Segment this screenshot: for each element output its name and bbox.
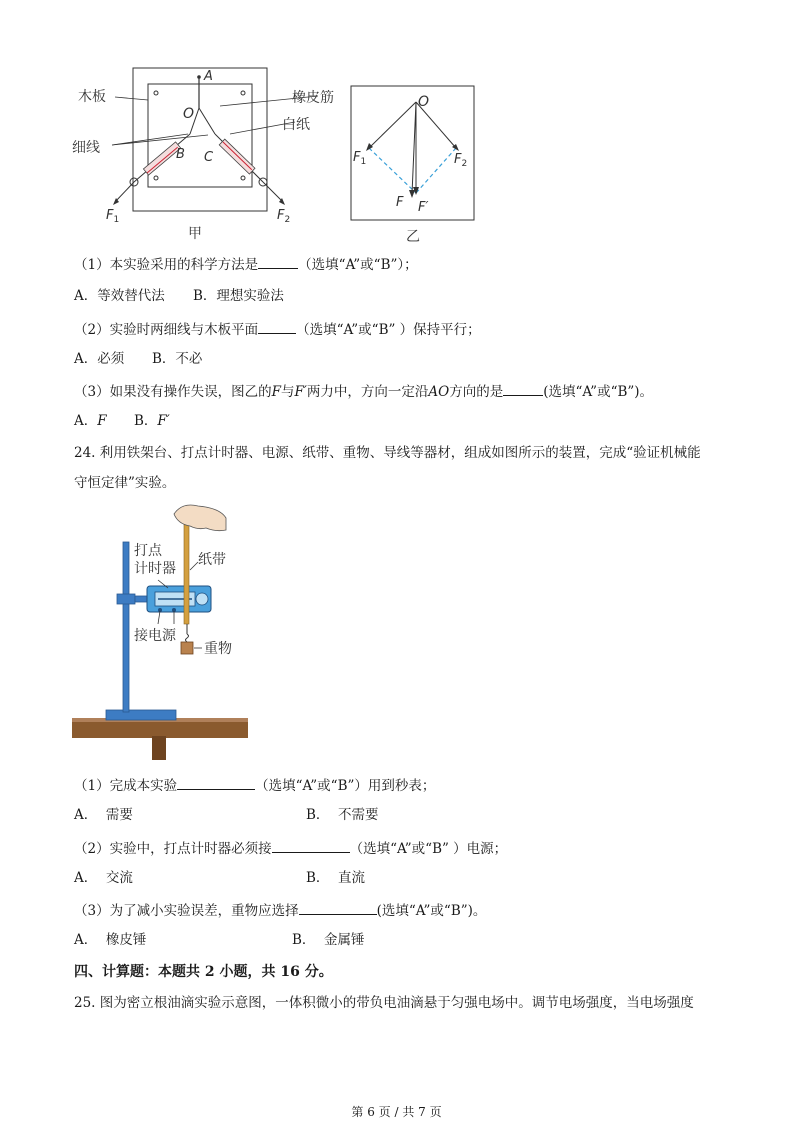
label-board: 木板 — [78, 89, 106, 105]
yi-force-f1-label: $F_1$ — [353, 150, 367, 167]
q23-s3-option-b-label: B． — [134, 413, 158, 429]
q23-s1-option-b[interactable]: B．理想实验法 — [193, 288, 284, 304]
q24-s2-option-b[interactable] — [306, 869, 365, 887]
q24-s2 — [74, 838, 507, 858]
label-rubber: 橡皮筋 — [292, 90, 334, 106]
yi-point-o-label: O — [418, 94, 430, 110]
q23-s2-prefix: （2）实验时两细线与木板平面 — [74, 322, 259, 338]
point-a-label: A — [204, 69, 213, 84]
q23-s3-fprime: F′ — [294, 384, 307, 400]
q24-s3-option-b-label: B． — [292, 932, 316, 948]
q23-s3-blank[interactable] — [503, 381, 543, 396]
q23-s3 — [74, 381, 653, 401]
label-tape: 纸带 — [198, 552, 226, 568]
q25-stem-line-1: 25. 图为密立根油滴实验示意图，一体积微小的带负电油滴悬于匀强电场中。调节电场强度，当电场强度 — [74, 995, 694, 1011]
q23-s1-prefix: （1）本实验采用的科学方法是 — [74, 257, 259, 273]
q23-s2 — [74, 319, 481, 339]
weight — [181, 642, 193, 654]
q24-s1-option-a-label: A． — [74, 807, 98, 823]
q23-s3-text-1: （3）如果没有操作失误，图乙的 — [74, 384, 272, 400]
q24-s2-option-b-value: 直流 — [338, 870, 366, 886]
yi-force-f-label: F — [396, 195, 404, 210]
q24-s2-option-a-label: A． — [74, 870, 98, 886]
q24-s3-option-b[interactable] — [292, 931, 365, 949]
stand-base — [106, 710, 176, 720]
figure-jia — [70, 62, 360, 244]
point-c-label: C — [204, 150, 214, 165]
section-4-title: 四、计算题：本题共 2 小题，共 16 分。 — [74, 964, 333, 980]
paper-tape — [184, 512, 189, 624]
q24-s3 — [74, 900, 486, 920]
stand-rod — [123, 542, 129, 712]
force-f1-label: $F_1$ — [106, 208, 120, 225]
q23-s1-option-a[interactable]: A．等效替代法 — [74, 288, 165, 304]
table-leg — [152, 736, 166, 760]
q23-s2-blank[interactable] — [258, 319, 296, 334]
q24-s3-blank[interactable] — [299, 900, 377, 915]
yi-force-f2-label: $F_2$ — [454, 152, 468, 169]
q24-s1-option-a-value: 需要 — [105, 807, 133, 823]
q23-s3-text-2: 与 — [280, 384, 295, 400]
q24-s2-suffix: （选填“A”或“B” ）电源； — [349, 841, 508, 857]
q24-s3-suffix: (选填“A”或“B”)。 — [376, 903, 487, 919]
q24-s2-option-a[interactable] — [74, 869, 133, 887]
label-power: 接电源 — [134, 628, 176, 644]
hand — [174, 505, 226, 531]
q23-s1 — [74, 254, 418, 274]
table-top — [72, 720, 248, 738]
q24-s3-option-a-value: 橡皮锤 — [105, 932, 147, 948]
q23-s3-text-3: 两力中，方向一定沿 — [306, 384, 429, 400]
q24-s3-prefix: （3）为了减小实验误差，重物应选择 — [74, 903, 299, 919]
q24-s3-option-b-value: 金属锤 — [324, 932, 365, 948]
q23-s1-blank[interactable] — [258, 254, 298, 269]
q24-s3-option-a-label: A． — [74, 932, 98, 948]
q23-s2-option-b[interactable]: B．不必 — [152, 351, 203, 367]
q23-s3-text-4: 方向的是 — [449, 384, 504, 400]
q23-s1-suffix: （选填“A”或“B”）； — [298, 257, 418, 273]
q24-s1 — [74, 775, 435, 795]
q23-s3-ao: AO — [428, 384, 450, 400]
q24-s2-blank[interactable] — [272, 838, 350, 853]
q24-s2-option-a-value: 交流 — [105, 870, 133, 886]
q23-s2-option-a[interactable]: A．必须 — [74, 351, 125, 367]
q23-s3-option-b[interactable] — [134, 412, 170, 430]
label-paper: 白纸 — [282, 117, 310, 133]
q23-s2-suffix: （选填“A”或“B” ）保持平行； — [296, 322, 481, 338]
page-footer: 第 6 页 / 共 7 页 — [351, 1105, 442, 1119]
q24-s3-option-a[interactable] — [74, 931, 146, 949]
label-thread: 细线 — [72, 140, 100, 156]
q24-stem-line-1: 24. 利用铁架台、打点计时器、电源、纸带、重物、导线等器材，组成如图所示的装置，完成“验证机械能 — [74, 445, 701, 461]
q24-s1-option-b-label: B． — [306, 807, 330, 823]
q24-stem-line-2: 守恒定律”实验。 — [74, 475, 176, 491]
q24-s1-blank[interactable] — [177, 775, 255, 790]
q23-s3-option-b-value: F′ — [157, 413, 170, 429]
q24-s1-option-a[interactable] — [74, 806, 133, 824]
point-o-label: O — [183, 106, 195, 122]
label-weight: 重物 — [204, 641, 232, 657]
yi-force-fprime-label: F′ — [418, 200, 429, 215]
force-f2-label: $F_2$ — [277, 208, 291, 225]
q24-s2-prefix: （2）实验中，打点计时器必须接 — [74, 841, 272, 857]
caption-jia: 甲 — [188, 226, 202, 242]
label-timer-1: 打点 — [134, 543, 162, 559]
figure-apparatus — [70, 500, 250, 762]
q23-s3-option-a[interactable] — [74, 412, 107, 430]
q24-s2-option-b-label: B． — [306, 870, 330, 886]
label-timer-2: 计时器 — [134, 561, 176, 577]
q24-s1-option-b-value: 不需要 — [338, 807, 379, 823]
q23-s3-f: F — [271, 384, 281, 400]
figure-yi — [350, 84, 480, 246]
q23-s3-option-a-label: A． — [74, 413, 98, 429]
wood-board — [133, 68, 267, 211]
q23-s3-option-a-value: F — [97, 413, 107, 429]
q24-s1-prefix: （1）完成本实验 — [74, 778, 178, 794]
q24-s1-suffix: （选填“A”或“B”）用到秒表； — [255, 778, 436, 794]
caption-yi: 乙 — [406, 229, 420, 245]
q23-s3-suffix: (选填“A”或“B”)。 — [543, 384, 654, 400]
point-b-label: B — [176, 147, 185, 162]
q24-s1-option-b[interactable] — [306, 806, 379, 824]
